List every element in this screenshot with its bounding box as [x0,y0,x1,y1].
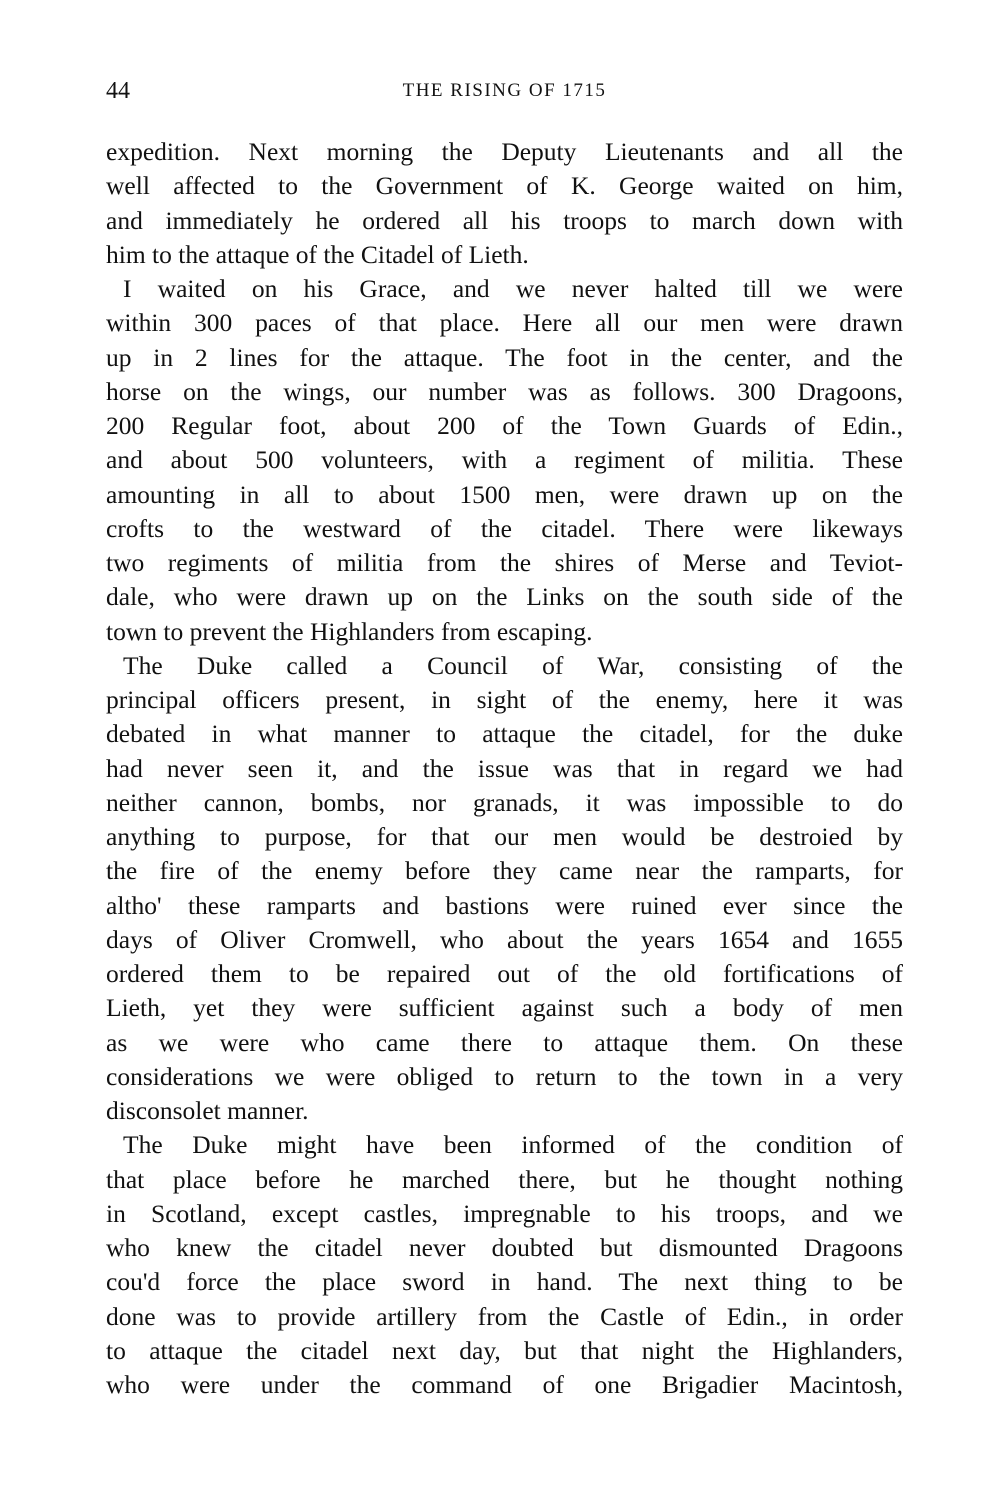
text-line: who knew the citadel never doubted but dismounted Dragoons [106,1233,903,1262]
paragraph [106,135,903,272]
text-line: dale, who were drawn up on the Links on the south side of the [106,582,903,612]
text-line: had never seen it, and the issue was that in regard we had [106,753,903,783]
text-line: in Scotland, except castles, impregnable to his troops, and we [106,1198,903,1228]
paragraph [106,1128,903,1402]
text-line: neither cannon, bombs, nor granads, it was impossible to do [106,787,903,817]
text-line: debated in what manner to attaque the citadel, for the duke [106,719,903,749]
text-line: The Duke might have been informed of the condition of [123,1130,903,1160]
text-line: anything to purpose, for that our men would be destroied by [106,822,903,851]
page-header [106,78,903,112]
text-line: 200 Regular foot, about 200 of the Town Guards of Edin., [106,411,903,440]
paragraph [106,649,903,1129]
text-line: considerations we were obliged to return to the town in a very [106,1061,903,1091]
text-line: ordered them to be repaired out of the old fortifications of [106,959,903,988]
text-line: that place before he marched there, but he thought nothing [106,1164,903,1194]
running-title: THE RISING OF 1715 [402,80,607,101]
body-text [106,135,903,1402]
text-line: The Duke called a Council of War, consisting of the [123,650,903,680]
text-line: altho' these ramparts and bastions were ruined ever since the [106,890,903,920]
text-line: well affected to the Government of K. George waited on him, [106,171,903,201]
paragraph [106,272,903,649]
text-line: who were under the command of one Brigadier Macintosh, [106,1370,903,1399]
text-line: days of Oliver Cromwell, who about the years 1654 and 1655 [106,924,903,954]
text-line: town to prevent the Highlanders from escaping. [106,616,593,646]
page-number: 44 [106,78,130,104]
text-line: expedition. Next morning the Deputy Lieutenants and all the [106,137,903,166]
text-line: done was to provide artillery from the Castle of Edin., in order [106,1301,903,1331]
text-line: as we were who came there to attaque them. On these [106,1027,903,1057]
text-line: cou'd force the place sword in hand. The next thing to be [106,1267,903,1297]
text-line: the fire of the enemy before they came near the ramparts, for [106,856,903,886]
text-line: and about 500 volunteers, with a regiment of militia. These [106,445,903,475]
text-line: amounting in all to about 1500 men, were drawn up on the [106,479,903,509]
text-line: two regiments of militia from the shires of Merse and Teviot- [106,548,903,577]
text-line: and immediately he ordered all his troops to march down with [106,205,903,235]
text-line: principal officers present, in sight of the enemy, here it was [106,685,903,714]
text-line: up in 2 lines for the attaque. The foot in the center, and the [106,342,903,372]
text-line: to attaque the citadel next day, but that night the Highlanders, [106,1335,903,1365]
text-line: him to the attaque of the Citadel of Lieth. [106,239,529,269]
text-line: I waited on his Grace, and we never halted till we were [123,274,903,303]
text-line: within 300 paces of that place. Here all our men were drawn [106,308,903,338]
text-line: disconsolet manner. [106,1096,309,1125]
text-line: Lieth, yet they were sufficient against such a body of men [106,993,903,1023]
text-line: horse on the wings, our number was as follows. 300 Dragoons, [106,376,903,406]
text-line: crofts to the westward of the citadel. There were likeways [106,513,903,543]
